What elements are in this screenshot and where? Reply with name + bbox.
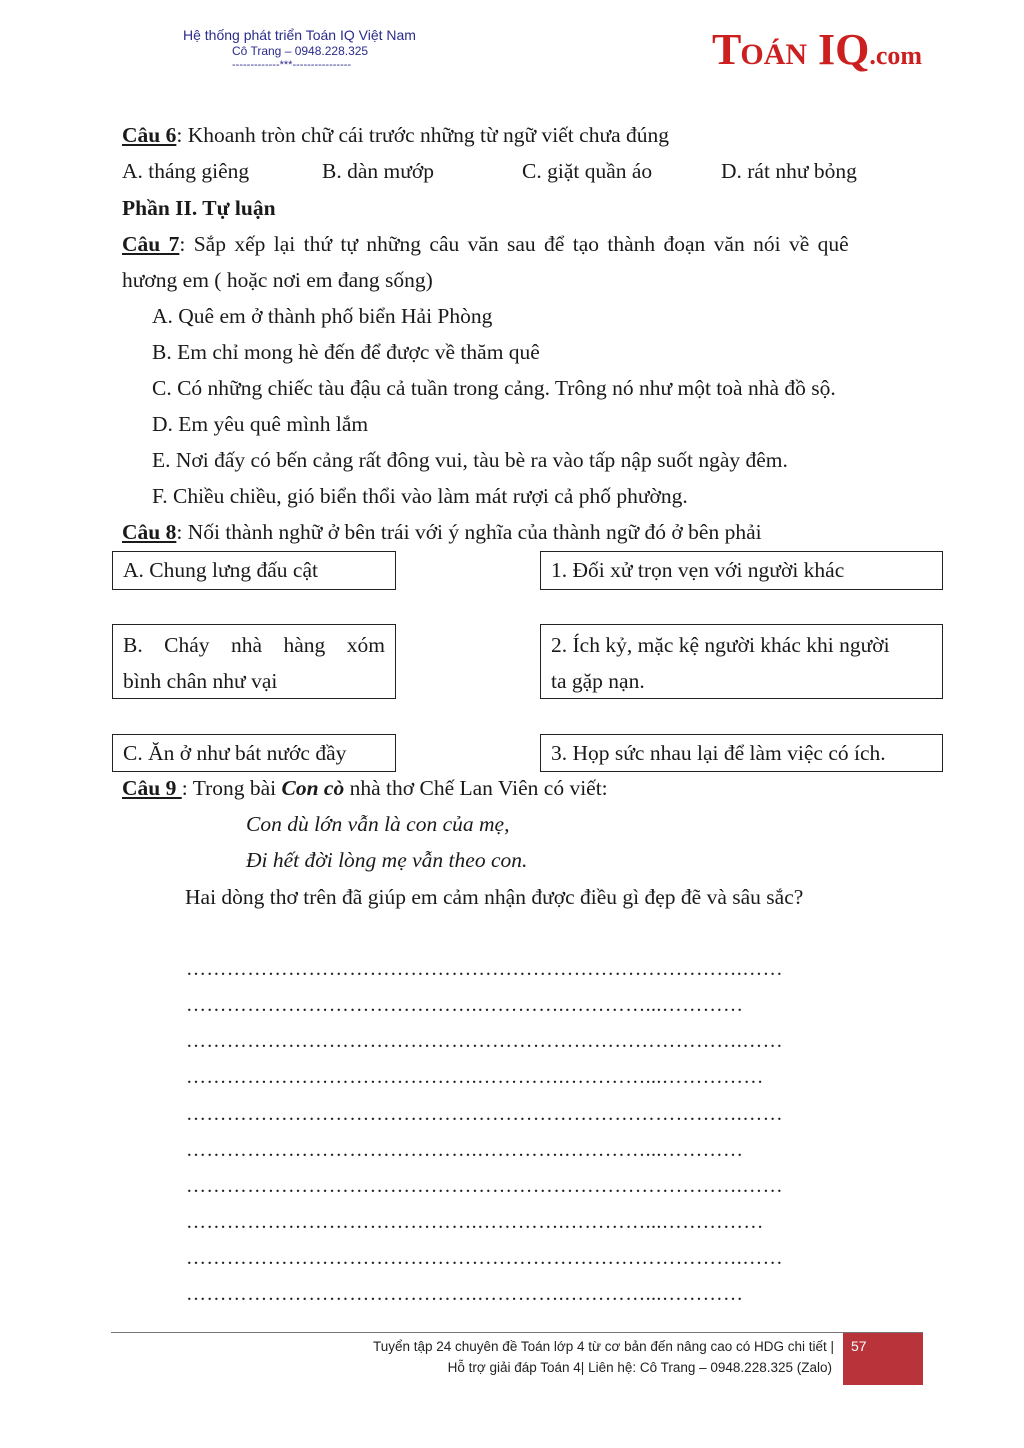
page-number: 57	[851, 1338, 867, 1354]
question-7-item-c: C. Có những chiếc tàu đậu cả tuần trong cảng. Trông nó như một toà nhà đồ sộ.	[152, 376, 836, 400]
idiom-b-word: Cháy	[164, 633, 210, 657]
question-9-prompt: Hai dòng thơ trên đã giúp em cảm nhận được điều gì đẹp đẽ và sâu sắc?	[185, 885, 804, 909]
idiom-b-word: hàng	[283, 633, 326, 657]
question-8-label: Câu 8	[122, 520, 177, 544]
logo-com: .com	[869, 41, 923, 70]
footer-line-1: Tuyển tập 24 chuyên đề Toán lớp 4 từ cơ bản đến nâng cao có HDG chi tiết |	[372, 1339, 834, 1354]
question-8-text: : Nối thành nghữ ở bên trái với ý nghĩa của thành ngữ đó ở bên phải	[176, 520, 762, 544]
idiom-b-line1	[123, 627, 385, 663]
answer-line: ……………………………………………………………………….……	[186, 1247, 783, 1269]
header-organization: Hệ thống phát triển Toán IQ Việt Nam	[183, 27, 416, 43]
question-7-text-line1: : Sắp xếp lại thứ tự những câu văn sau để tạo thành đoạn văn nói về quê	[179, 232, 849, 256]
idiom-a: A. Chung lưng đấu cật	[123, 558, 318, 582]
meaning-box-3	[540, 734, 943, 772]
answer-line: ……………………………………………………………………….……	[186, 958, 783, 980]
meaning-3: 3. Họp sức nhau lại để làm việc có ích.	[551, 741, 886, 765]
meaning-box-2	[540, 624, 943, 699]
question-7-text-line2: hương em ( hoặc nơi em đang sống)	[122, 268, 433, 292]
idiom-b-word: nhà	[231, 633, 263, 657]
idiom-c: C. Ăn ở như bát nước đầy	[123, 741, 347, 765]
answer-line: …………………………………….………….…………...…………	[186, 1283, 744, 1305]
logo-letter-t: T	[712, 25, 741, 74]
question-7	[122, 231, 849, 257]
answer-line: …………………………………….………….…………...…………	[186, 1139, 744, 1161]
question-9	[122, 775, 608, 801]
logo-iq: IQ	[807, 25, 870, 74]
poem-title: Con cò	[281, 776, 345, 800]
question-6-option-d: D. rát như bỏng	[721, 159, 857, 183]
question-6-option-c: C. giặt quần áo	[522, 159, 653, 183]
question-7-item-b: B. Em chỉ mong hè đến để được về thăm quê	[152, 340, 540, 364]
question-6-option-a: A. tháng giêng	[122, 159, 250, 183]
answer-line: ……………………………………………………………………….……	[186, 1103, 783, 1125]
question-6	[122, 122, 669, 148]
question-9-label: Câu 9	[122, 776, 182, 800]
answer-line: …………………………………….………….…………...……………	[186, 1211, 764, 1233]
answer-line: ……………………………………………………………………….……	[186, 1175, 783, 1197]
poem-line-2: Đi hết đời lòng mẹ vẫn theo con.	[246, 848, 528, 872]
question-7-label: Câu 7	[122, 232, 180, 256]
footer-divider	[111, 1332, 923, 1333]
question-7-item-e: E. Nơi đấy có bến cảng rất đông vui, tàu bè ra vào tấp nập suốt ngày đêm.	[152, 448, 788, 472]
header-separator: -------------***----------------	[232, 59, 352, 71]
answer-line: …………………………………….………….…………...……………	[186, 1066, 764, 1088]
idiom-b-line2: bình chân như vại	[123, 669, 278, 693]
part-2-title: Phần II. Tự luận	[122, 196, 276, 220]
meaning-1: 1. Đối xử trọn vẹn với người khác	[551, 558, 845, 582]
footer-line-2: Hỗ trợ giải đáp Toán 4| Liên hệ: Cô Trang – 0948.228.325 (Zalo)	[447, 1360, 832, 1375]
logo-letters-oan: OÁN	[740, 38, 808, 71]
question-8	[122, 519, 762, 545]
question-9-text-after: nhà thơ Chế Lan Viên có viết:	[344, 776, 608, 800]
meaning-2-line2: ta gặp nạn.	[551, 669, 645, 693]
answer-line: …………………………………….………….…………...…………	[186, 994, 744, 1016]
poem-line-1: Con dù lớn vẫn là con của mẹ,	[246, 812, 510, 836]
meaning-box-1	[540, 551, 943, 590]
idiom-b-word: xóm	[346, 633, 385, 657]
header-contact: Cô Trang – 0948.228.325	[232, 44, 369, 58]
idiom-b-word: B.	[123, 633, 143, 657]
idiom-box-a	[112, 551, 396, 590]
question-6-label: Câu 6	[122, 123, 177, 147]
idiom-box-c	[112, 734, 396, 772]
idiom-box-b	[112, 624, 396, 699]
question-6-text: : Khoanh tròn chữ cái trước những từ ngữ viết chưa đúng	[176, 123, 670, 147]
answer-line: ……………………………………………………………………….……	[186, 1030, 783, 1052]
toaniq-logo	[712, 24, 922, 75]
meaning-2-line1: 2. Ích kỷ, mặc kệ người khác khi người	[551, 633, 890, 657]
question-7-item-a: A. Quê em ở thành phố biển Hải Phòng	[152, 304, 493, 328]
question-9-text-before: : Trong bài	[181, 776, 282, 800]
question-7-item-d: D. Em yêu quê mình lắm	[152, 412, 369, 436]
question-7-item-f: F. Chiều chiều, gió biển thổi vào làm mát rượi cả phố phường.	[152, 484, 688, 508]
question-6-option-b: B. dàn mướp	[322, 159, 435, 183]
